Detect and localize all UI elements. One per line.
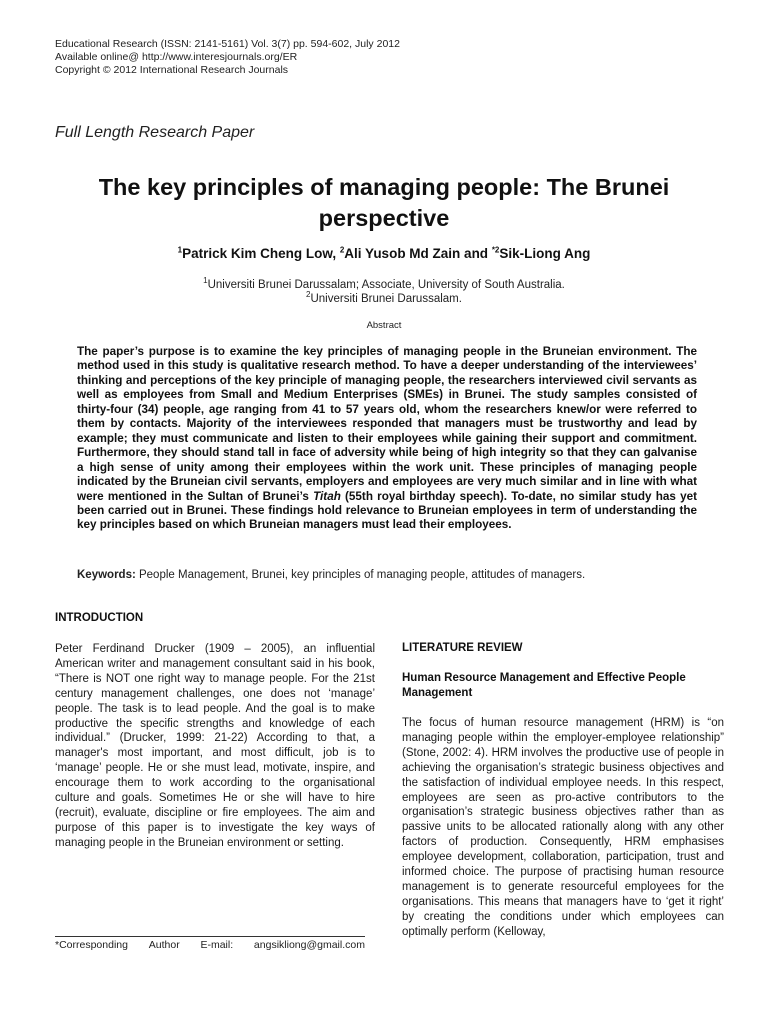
abstract-part-2: (55th royal birthday speech). To-date, no similar study has yet been carried out in Brunei. These findings hold relevance to Bruneian employees in term of understanding the key principles based on which Bruneian managers must lead their employees. bbox=[77, 489, 697, 532]
abstract-label: Abstract bbox=[366, 320, 402, 331]
author-2: Ali Yusob Md Zain and bbox=[344, 246, 492, 261]
affiliation-2-text: Universiti Brunei Darussalam. bbox=[310, 293, 462, 305]
author-2-sup: 2 bbox=[339, 245, 345, 255]
affiliation-2-sup: 2 bbox=[306, 290, 311, 300]
affiliation-1-text: Universiti Brunei Darussalam; Associate, University of South Australia. bbox=[207, 279, 565, 291]
paper-title: The key principles of managing people: The Brunei perspective bbox=[98, 174, 670, 231]
footnote-word-2: Author bbox=[148, 939, 180, 951]
footnote-divider bbox=[55, 936, 365, 937]
literature-review-body: The focus of human resource management (HRM) is “on managing people within the employer-employee relationship” (Stone, 2002: 4). HRM involves the productive use of people in achieving the organisation’s strategic business objectives and the satisfaction of individual employee needs. In this respect, employees are seen as pro-active contributors to the organisation’s strategic business objectives rather than as passive units to be allocated rationally along with any other factors of production. Consequently, HRM emphasises employee development, collaboration, participation, trust and informed choice. The purpose of practising human resource management is to generate resourceful employees for the organisations. This means that managers have to ‘get it right’ by creating the conditions under which employees can optimally perform (Kelloway, bbox=[402, 717, 724, 938]
author-1: Patrick Kim Cheng Low, bbox=[182, 246, 340, 261]
abstract-body bbox=[77, 345, 697, 533]
introduction-heading: INTRODUCTION bbox=[55, 612, 144, 624]
literature-review-heading: LITERATURE REVIEW bbox=[402, 642, 523, 654]
affiliation-1-sup: 1 bbox=[203, 276, 208, 286]
footnote-email: angsikliong@gmail.com bbox=[253, 939, 365, 951]
abstract-part-1: The paper’s purpose is to examine the key principles of managing people in the Bruneian environment. The method used in this study is qualitative research method. To have a deeper understanding of the interviewees’ thinking and perceptions of the key principle of managing people, the researchers interviewed civil servants as well as employees from Small and Medium Enterprises (SMEs) in Brunei. The study samples consisted of thirty-four (34) people, age ranging from 41 to 57 years old, whom the researchers knew/or were referred to them by contacts. Majority of the interviewees responded that managers must be trustworthy and lead by example; they must communicate and listen to their employees while gaining their support and commitment. Furthermore, they should stand tall in face of adversity while being of high integrity so that they can galvanise a high sense of unity among their employees within the work unit. These principles of managing people indicated by the Bruneian civil servants, employers and employees are very much similar and in line with what were mentioned in the Sultan of Brunei’s bbox=[77, 345, 697, 503]
affiliation-1 bbox=[40, 278, 728, 292]
author-3-sup: *2 bbox=[491, 245, 500, 255]
author-1-sup: 1 bbox=[177, 245, 183, 255]
paper-type: Full Length Research Paper bbox=[55, 124, 255, 141]
keywords-text: People Management, Brunei, key principles of managing people, attitudes of managers. bbox=[135, 569, 586, 581]
journal-header bbox=[55, 38, 400, 77]
affiliation-2 bbox=[40, 292, 728, 306]
keywords bbox=[77, 569, 697, 581]
journal-citation: Educational Research (ISSN: 2141-5161) Vol. 3(7) pp. 594-602, July 2012 bbox=[55, 38, 400, 50]
footnote-word-3: E-mail: bbox=[200, 939, 234, 951]
abstract-italic-titah: Titah bbox=[313, 489, 341, 503]
keywords-label: Keywords: bbox=[77, 569, 136, 581]
footnote-word-1: *Corresponding bbox=[55, 939, 128, 951]
authors bbox=[40, 246, 728, 261]
copyright-line: Copyright © 2012 International Research Journals bbox=[55, 64, 289, 76]
literature-review-subheading: Human Resource Management and Effective People Management bbox=[402, 672, 686, 699]
author-3: Sik-Liong Ang bbox=[499, 246, 591, 261]
introduction-body: Peter Ferdinand Drucker (1909 – 2005), an influential American writer and management consultant said in his book, “There is NOT one right way to manage people. For the 21st century management challenges, one does not ‘manage’ people. The task is to lead people. And the goal is to make productive the specific strengths and knowledge of each individual.” (Drucker, 1999: 21-22) According to that, a manager's most important, and most difficult, job is to ‘manage’ people. He or she must lead, motivate, inspire, and encourage them to work according to the organisational culture and goals. Sometimes He or she will have to hire (recruit), evaluate, discipline or fire employees. The aim and purpose of this paper is to investigate the key ways of managing people in the Bruneian environment or setting. bbox=[55, 643, 375, 849]
available-online-line: Available online@ http://www.interesjournals.org/ER bbox=[55, 51, 298, 63]
affiliations bbox=[40, 278, 728, 306]
corresponding-author-footnote bbox=[55, 939, 365, 951]
